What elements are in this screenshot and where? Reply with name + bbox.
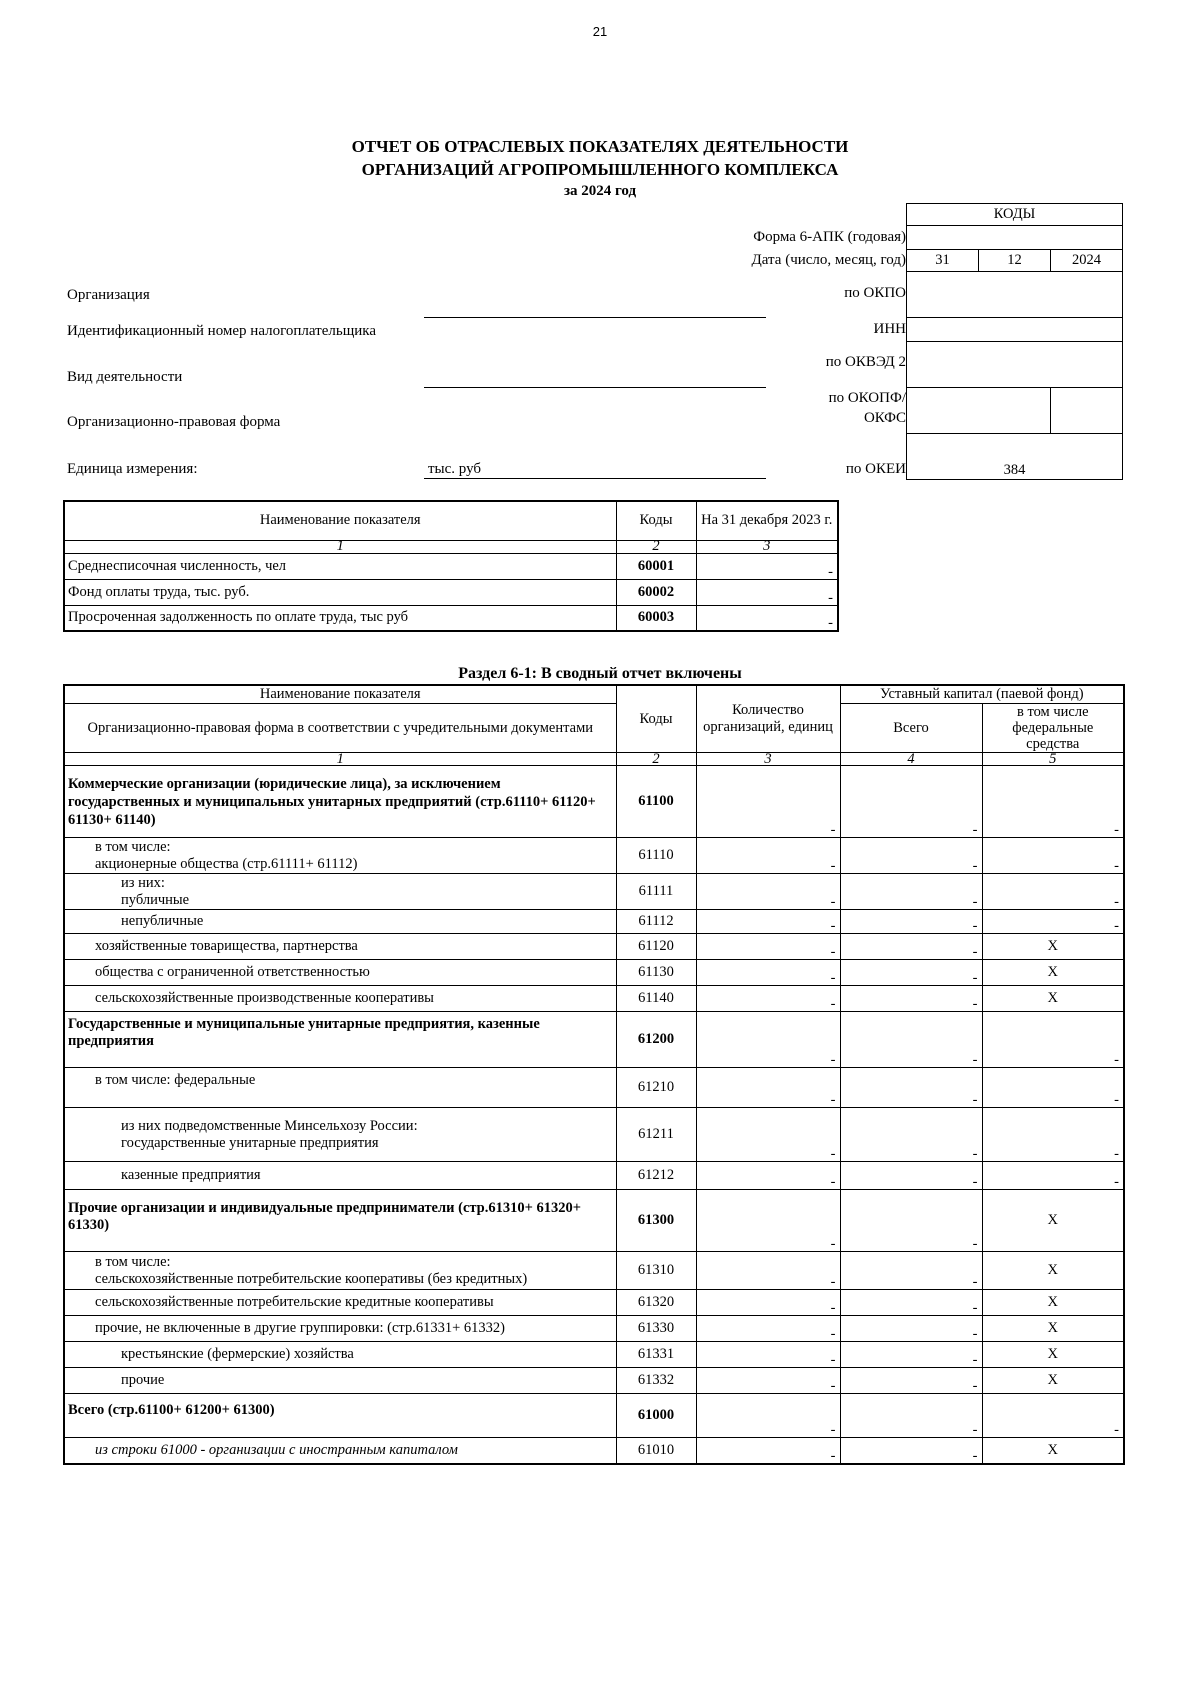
s-row-federal[interactable]: -	[982, 910, 1124, 934]
s-row-total[interactable]: -	[840, 1316, 982, 1342]
s-row-name: непубличные	[64, 910, 616, 934]
t1-row-name: Просроченная задолженность по оплате труда, тыс руб	[64, 605, 616, 631]
t1-colnum: 3	[696, 540, 838, 553]
date-month[interactable]: 12	[979, 250, 1051, 272]
staff-table	[63, 500, 839, 632]
s-row-code: 61300	[616, 1190, 696, 1252]
s-colnum: 3	[696, 753, 840, 766]
okopf-label-2: ОКФС	[863, 410, 906, 426]
okopf-label-1: по ОКОПФ/	[828, 390, 906, 406]
table-row	[64, 1108, 1124, 1162]
section-table	[63, 684, 1125, 1465]
s-row-federal-x: X	[982, 1342, 1124, 1368]
unit-label: Единица измерения:	[67, 461, 198, 477]
s-row-name: крестьянские (фермерские) хозяйства	[64, 1342, 616, 1368]
s-row-total[interactable]: -	[840, 1012, 982, 1068]
s-row-total[interactable]: -	[840, 910, 982, 934]
s-row-name-pre: из них подведомственные Минсельхозу России:	[121, 1117, 418, 1134]
s-row-count[interactable]: -	[696, 910, 840, 934]
s-row-federal-x: X	[982, 1316, 1124, 1342]
table-row	[64, 1162, 1124, 1190]
table-row	[64, 605, 838, 631]
inn-field-line[interactable]	[424, 317, 766, 318]
t1-header-date: На 31 декабря 2023 г.	[696, 501, 838, 540]
s-row-name: Прочие организации и индивидуальные предприниматели (стр.61310+ 61320+ 61330)	[64, 1190, 616, 1252]
org-label: Организация	[67, 287, 150, 303]
s-row-total[interactable]: -	[840, 1394, 982, 1438]
s-row-federal[interactable]: -	[982, 766, 1124, 838]
s-row-name-main: акционерные общества (стр.61111+ 61112)	[95, 855, 358, 872]
s-row-code: 61310	[616, 1252, 696, 1290]
s-row-total[interactable]: -	[840, 934, 982, 960]
inn-cell[interactable]	[907, 318, 1123, 342]
s-row-federal-x: X	[982, 1252, 1124, 1290]
s-row-name: прочие, не включенные в другие группировки: (стр.61331+ 61332)	[64, 1316, 616, 1342]
s-row-total[interactable]: -	[840, 1108, 982, 1162]
s-row-name: сельскохозяйственные производственные кооперативы	[64, 986, 616, 1012]
s-colnum: 2	[616, 753, 696, 766]
okfs-cell[interactable]	[1051, 388, 1123, 434]
s-colnum: 1	[64, 753, 616, 766]
s-row-count[interactable]: -	[696, 1394, 840, 1438]
s-row-count[interactable]: -	[696, 838, 840, 874]
s-row-count[interactable]: -	[696, 1108, 840, 1162]
codes-box	[906, 203, 1123, 480]
okpo-label: по ОКПО	[844, 285, 906, 301]
table-row	[64, 579, 838, 605]
okei-label: по ОКЕИ	[845, 461, 906, 477]
s-row-code: 61320	[616, 1290, 696, 1316]
s-header-name-sub: Организационно-правовая форма в соответствии с учредительными документами	[64, 704, 616, 753]
s-row-name-pre: в том числе:	[95, 1253, 171, 1270]
table-row	[64, 934, 1124, 960]
table-row	[64, 1394, 1124, 1438]
okei-cell[interactable]: 384	[907, 434, 1123, 480]
t1-row-value[interactable]: -	[696, 579, 838, 605]
activity-field-line[interactable]	[424, 387, 766, 388]
t1-row-code: 60001	[616, 553, 696, 579]
table-row	[64, 838, 1124, 874]
s-row-total[interactable]: -	[840, 874, 982, 910]
table-row	[64, 1012, 1124, 1068]
report-title-line2: ОРГАНИЗАЦИЙ АГРОПРОМЫШЛЕННОГО КОМПЛЕКСА	[361, 160, 839, 179]
s-row-code: 61210	[616, 1068, 696, 1108]
s-header-capital: Уставный капитал (паевой фонд)	[840, 685, 1124, 704]
s-row-federal-x: X	[982, 1190, 1124, 1252]
s-row-code: 61120	[616, 934, 696, 960]
s-row-count[interactable]: -	[696, 934, 840, 960]
table-row	[64, 553, 838, 579]
s-row-count[interactable]: -	[696, 1068, 840, 1108]
s-row-name: Всего (стр.61100+ 61200+ 61300)	[64, 1394, 616, 1438]
s-row-total[interactable]: -	[840, 766, 982, 838]
t1-row-name: Фонд оплаты труда, тыс. руб.	[64, 579, 616, 605]
codes-label: КОДЫ	[907, 204, 1123, 226]
section-title: Раздел 6-1: В сводный отчет включены	[458, 665, 742, 682]
s-row-total[interactable]: -	[840, 1068, 982, 1108]
table-row	[64, 986, 1124, 1012]
report-period: за 2024 год	[563, 183, 637, 199]
s-row-name-pre: в том числе:	[95, 838, 171, 855]
table-row	[64, 1438, 1124, 1464]
s-row-total[interactable]: -	[840, 1252, 982, 1290]
t1-header-name: Наименование показателя	[64, 501, 616, 540]
s-row-count[interactable]: -	[696, 766, 840, 838]
s-row-count[interactable]: -	[696, 960, 840, 986]
s-row-count[interactable]: -	[696, 1368, 840, 1394]
s-row-name: в том числе: федеральные	[64, 1068, 616, 1108]
activity-label: Вид деятельности	[67, 369, 183, 385]
s-row-count[interactable]: -	[696, 1012, 840, 1068]
table-row	[64, 1316, 1124, 1342]
s-row-code: 61111	[616, 874, 696, 910]
s-row-name	[64, 838, 616, 874]
s-row-name-main: государственные унитарные предприятия	[121, 1134, 379, 1151]
s-header-federal: в том числе федеральные средства	[982, 704, 1124, 753]
t1-row-code: 60003	[616, 605, 696, 631]
s-row-count[interactable]: -	[696, 1316, 840, 1342]
s-row-name: из строки 61000 - организации с иностранным капиталом	[64, 1438, 616, 1464]
s-row-count[interactable]: -	[696, 1290, 840, 1316]
inn-full-label: Идентификационный номер налогоплательщика	[67, 323, 377, 339]
s-row-name: хозяйственные товарищества, партнерства	[64, 934, 616, 960]
s-row-code: 61212	[616, 1162, 696, 1190]
s-row-name: казенные предприятия	[64, 1162, 616, 1190]
s-row-total[interactable]: -	[840, 960, 982, 986]
s-row-name: Государственные и муниципальные унитарные предприятия, казенные предприятия	[64, 1012, 616, 1068]
form-label: Форма 6-АПК (годовая)	[753, 229, 906, 245]
table-row	[64, 1368, 1124, 1394]
s-row-code: 61130	[616, 960, 696, 986]
date-label: Дата (число, месяц, год)	[751, 252, 906, 268]
s-header-name-top: Наименование показателя	[64, 685, 616, 704]
s-row-code: 61100	[616, 766, 696, 838]
s-row-federal-x: X	[982, 1438, 1124, 1464]
s-row-code: 61112	[616, 910, 696, 934]
s-row-federal-x: X	[982, 960, 1124, 986]
s-header-total: Всего	[840, 704, 982, 753]
s-row-count[interactable]: -	[696, 874, 840, 910]
table-row	[64, 960, 1124, 986]
s-row-code: 61330	[616, 1316, 696, 1342]
s-row-count[interactable]: -	[696, 986, 840, 1012]
table-row	[64, 1290, 1124, 1316]
s-header-count: Количество организаций, единиц	[696, 685, 840, 753]
s-row-federal[interactable]: -	[982, 1068, 1124, 1108]
table-row	[64, 766, 1124, 838]
s-row-code: 61200	[616, 1012, 696, 1068]
s-row-total[interactable]: -	[840, 1368, 982, 1394]
s-row-total[interactable]: -	[840, 1290, 982, 1316]
date-day[interactable]: 31	[907, 250, 979, 272]
s-row-federal[interactable]: -	[982, 874, 1124, 910]
table-row	[64, 1252, 1124, 1290]
s-row-total[interactable]: -	[840, 1162, 982, 1190]
t1-header-codes: Коды	[616, 501, 696, 540]
t1-row-name: Среднесписочная численность, чел	[64, 553, 616, 579]
t1-row-value[interactable]: -	[696, 605, 838, 631]
s-row-federal-x: X	[982, 986, 1124, 1012]
s-row-name	[64, 1108, 616, 1162]
table-row	[64, 874, 1124, 910]
table-row	[64, 1068, 1124, 1108]
okpo-cell[interactable]	[907, 272, 1123, 318]
t1-row-code: 60002	[616, 579, 696, 605]
s-row-code: 61211	[616, 1108, 696, 1162]
s-row-code: 61332	[616, 1368, 696, 1394]
unit-field-line	[424, 478, 766, 479]
s-row-count[interactable]: -	[696, 1190, 840, 1252]
s-row-count[interactable]: -	[696, 1438, 840, 1464]
s-row-count[interactable]: -	[696, 1252, 840, 1290]
s-row-count[interactable]: -	[696, 1342, 840, 1368]
s-row-name: Коммерческие организации (юридические лица), за исключением государственных и муниципальных унитарных предприятий (стр.61110+ 61120+ 61130+ 61140)	[64, 766, 616, 838]
unit-value: тыс. руб	[428, 461, 482, 477]
s-row-total[interactable]: -	[840, 1190, 982, 1252]
s-row-name-main: сельскохозяйственные потребительские кооперативы (без кредитных)	[95, 1270, 528, 1287]
s-row-total[interactable]: -	[840, 1438, 982, 1464]
s-row-name-pre: из них:	[121, 874, 165, 891]
s-colnum: 4	[840, 753, 982, 766]
report-title-line1: ОТЧЕТ ОБ ОТРАСЛЕВЫХ ПОКАЗАТЕЛЯХ ДЕЯТЕЛЬНОСТИ	[351, 137, 849, 156]
s-row-total[interactable]: -	[840, 838, 982, 874]
s-row-federal-x: X	[982, 934, 1124, 960]
s-row-federal[interactable]: -	[982, 1012, 1124, 1068]
s-row-federal[interactable]: -	[982, 838, 1124, 874]
date-year[interactable]: 2024	[1051, 250, 1123, 272]
s-row-federal-x: X	[982, 1290, 1124, 1316]
s-colnum: 5	[982, 753, 1124, 766]
s-row-code: 61140	[616, 986, 696, 1012]
s-row-federal-x: X	[982, 1368, 1124, 1394]
s-row-federal[interactable]: -	[982, 1162, 1124, 1190]
legal-form-label: Организационно-правовая форма	[67, 414, 281, 430]
table-row	[64, 1190, 1124, 1252]
s-row-federal[interactable]: -	[982, 1108, 1124, 1162]
t1-row-value[interactable]: -	[696, 553, 838, 579]
table-row	[64, 910, 1124, 934]
t1-colnum: 1	[64, 540, 616, 553]
form-code-cell[interactable]	[907, 226, 1123, 250]
s-row-name	[64, 874, 616, 910]
s-header-codes: Коды	[616, 685, 696, 753]
s-row-total[interactable]: -	[840, 1342, 982, 1368]
s-row-name-main: публичные	[121, 891, 190, 908]
table-row	[64, 1342, 1124, 1368]
s-row-total[interactable]: -	[840, 986, 982, 1012]
s-row-name: сельскохозяйственные потребительские кредитные кооперативы	[64, 1290, 616, 1316]
s-row-federal[interactable]: -	[982, 1394, 1124, 1438]
s-row-code: 61000	[616, 1394, 696, 1438]
s-row-code: 61331	[616, 1342, 696, 1368]
s-row-count[interactable]: -	[696, 1162, 840, 1190]
okopf-cell[interactable]	[907, 388, 1051, 434]
s-row-name	[64, 1252, 616, 1290]
okved-label: по ОКВЭД 2	[825, 354, 906, 370]
page-number: 21	[592, 24, 608, 39]
s-row-code: 61110	[616, 838, 696, 874]
s-row-code: 61010	[616, 1438, 696, 1464]
inn-label: ИНН	[873, 321, 906, 337]
s-row-name: общества с ограниченной ответственностью	[64, 960, 616, 986]
okved-cell[interactable]	[907, 342, 1123, 388]
s-row-name: прочие	[64, 1368, 616, 1394]
t1-colnum: 2	[616, 540, 696, 553]
